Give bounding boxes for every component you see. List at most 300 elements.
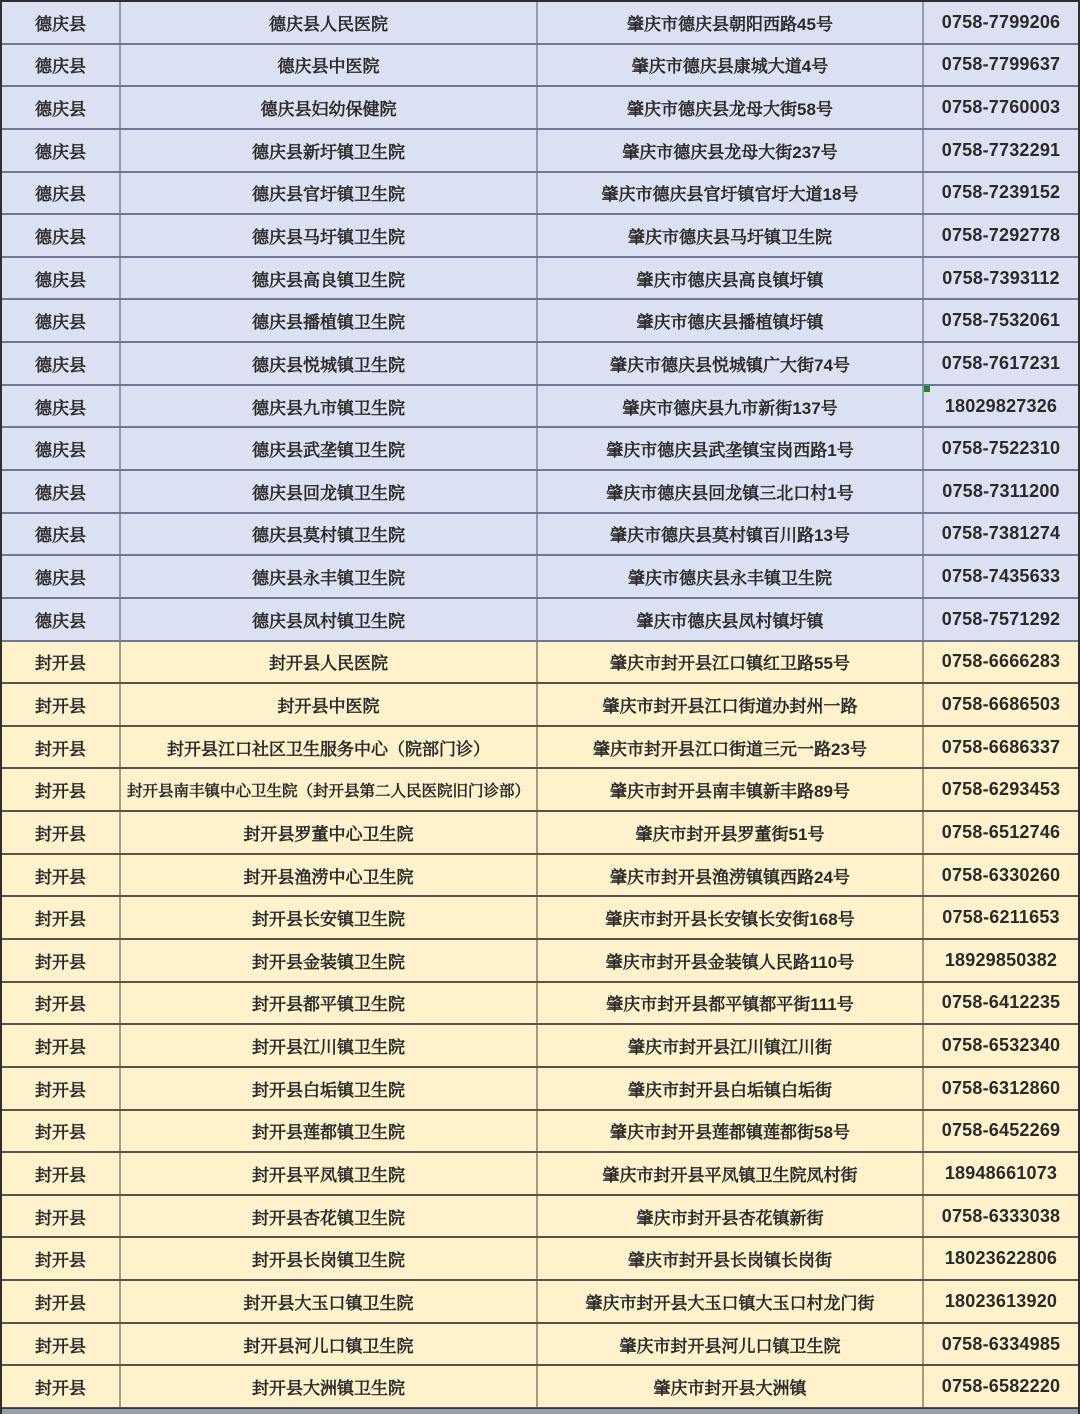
table-row	[2, 983, 1078, 1026]
county-cell-text: 封开县	[35, 1208, 86, 1228]
county-cell-text: 封开县	[35, 739, 86, 759]
county-cell-text: 封开县	[35, 1038, 86, 1058]
phone-cell	[924, 2, 1078, 43]
hospital-name-cell	[121, 727, 538, 768]
phone-cell	[924, 855, 1078, 896]
hospital-name-cell-text: 德庆县莫村镇卫生院	[252, 526, 405, 546]
phone-cell-text: 18023613920	[944, 1290, 1058, 1311]
address-cell-text: 肇庆市德庆县高良镇圩镇	[636, 270, 824, 290]
hospital-name-cell	[121, 769, 538, 810]
county-cell-text: 封开县	[35, 1293, 86, 1313]
phone-cell-text: 18029827326	[944, 395, 1058, 416]
address-cell	[538, 1111, 924, 1152]
address-cell	[538, 1324, 924, 1365]
county-cell	[2, 1196, 121, 1237]
hospital-name-cell-text: 德庆县武垄镇卫生院	[252, 441, 405, 461]
county-cell	[2, 769, 121, 810]
address-cell	[538, 343, 924, 384]
county-cell	[2, 1153, 121, 1194]
address-cell-text: 肇庆市封开县平凤镇卫生院凤村街	[602, 1165, 858, 1185]
county-cell	[2, 855, 121, 896]
phone-cell-text: 0758-6333038	[941, 1205, 1061, 1226]
table-row	[2, 2, 1078, 45]
county-cell	[2, 1025, 121, 1066]
county-cell	[2, 556, 121, 597]
hospital-name-cell	[121, 45, 538, 86]
address-cell-text: 肇庆市封开县罗董街51号	[635, 824, 825, 844]
hospital-name-cell	[121, 684, 538, 725]
address-cell-text: 肇庆市德庆县龙母大街237号	[622, 142, 838, 162]
county-cell-text: 封开县	[35, 910, 86, 930]
table-row	[2, 769, 1078, 812]
county-cell	[2, 983, 121, 1024]
hospital-name-cell	[121, 1153, 538, 1194]
phone-cell	[924, 1366, 1078, 1407]
hospital-name-cell-text: 德庆县高良镇卫生院	[252, 270, 405, 290]
county-cell	[2, 471, 121, 512]
address-cell	[538, 1025, 924, 1066]
hospital-name-cell	[121, 983, 538, 1024]
county-cell-text: 封开县	[35, 867, 86, 887]
address-cell	[538, 258, 924, 299]
phone-cell-text: 0758-6334985	[941, 1333, 1061, 1354]
hospital-name-cell-text: 封开县金装镇卫生院	[252, 952, 405, 972]
address-cell	[538, 1238, 924, 1279]
county-cell	[2, 2, 121, 43]
phone-cell-text: 0758-6686337	[941, 736, 1061, 757]
address-cell-text: 肇庆市封开县南丰镇新丰路89号	[610, 782, 850, 802]
county-cell	[2, 1366, 121, 1407]
county-cell	[2, 87, 121, 128]
hospital-name-cell-text: 封开县杏花镇卫生院	[252, 1208, 405, 1228]
county-cell	[2, 727, 121, 768]
phone-cell	[924, 812, 1078, 853]
county-cell-text: 德庆县	[35, 526, 86, 546]
phone-cell-text: 0758-7311200	[942, 480, 1060, 501]
address-cell	[538, 514, 924, 555]
table-row	[2, 87, 1078, 130]
hospital-name-cell-text: 封开县人民医院	[269, 654, 388, 674]
phone-cell	[924, 300, 1078, 341]
county-cell	[2, 1281, 121, 1322]
table-row	[2, 1281, 1078, 1324]
phone-cell	[924, 471, 1078, 512]
county-cell	[2, 1238, 121, 1279]
hospital-name-cell	[121, 940, 538, 981]
county-cell	[2, 258, 121, 299]
address-cell	[538, 769, 924, 810]
county-cell-text: 封开县	[35, 995, 86, 1015]
address-cell	[538, 642, 924, 683]
hospital-name-cell-text: 德庆县九市镇卫生院	[252, 398, 405, 418]
county-cell	[2, 599, 121, 640]
county-cell-text: 德庆县	[35, 313, 86, 333]
hospital-name-cell	[121, 1324, 538, 1365]
hospital-name-cell	[121, 471, 538, 512]
county-cell	[2, 897, 121, 938]
hospital-name-cell-text: 封开县长安镇卫生院	[252, 910, 405, 930]
hospital-name-cell-text: 封开县南丰镇中心卫生院（封开县第二人民医院旧门诊部）	[126, 782, 530, 800]
address-cell-text: 肇庆市德庆县莫村镇百川路13号	[610, 526, 850, 546]
county-cell	[2, 684, 121, 725]
address-cell-text: 肇庆市封开县长安镇长安街168号	[605, 910, 855, 930]
hospital-name-cell-text: 封开县平凤镇卫生院	[252, 1165, 405, 1185]
phone-cell-text: 0758-7571292	[941, 608, 1061, 629]
phone-cell-text: 0758-7435633	[941, 566, 1061, 587]
county-cell-text: 封开县	[35, 1123, 86, 1143]
address-cell-text: 肇庆市德庆县悦城镇广大街74号	[610, 355, 850, 375]
address-cell	[538, 173, 924, 214]
table-row	[2, 130, 1078, 173]
county-cell	[2, 173, 121, 214]
hospital-name-cell-text: 德庆县凤村镇卫生院	[252, 611, 405, 631]
address-cell	[538, 45, 924, 86]
address-cell	[538, 684, 924, 725]
county-cell-text: 德庆县	[35, 14, 86, 34]
phone-cell	[924, 769, 1078, 810]
address-cell-text: 肇庆市封开县长岗镇长岗街	[628, 1251, 832, 1271]
county-cell-text: 德庆县	[35, 185, 86, 205]
table-row	[2, 1153, 1078, 1196]
address-cell	[538, 812, 924, 853]
phone-cell	[924, 215, 1078, 256]
phone-cell-text: 18929850382	[944, 949, 1058, 970]
hospital-name-cell	[121, 556, 538, 597]
hospital-name-cell	[121, 1366, 538, 1407]
county-cell-text: 德庆县	[35, 270, 86, 290]
address-cell-text: 肇庆市封开县河儿口镇卫生院	[619, 1336, 841, 1356]
county-cell	[2, 428, 121, 469]
phone-cell	[924, 983, 1078, 1024]
address-cell	[538, 215, 924, 256]
address-cell	[538, 300, 924, 341]
address-cell	[538, 897, 924, 938]
phone-cell-text: 0758-7393112	[942, 267, 1060, 288]
county-cell-text: 德庆县	[35, 483, 86, 503]
table-row	[2, 428, 1078, 471]
hospital-name-cell-text: 德庆县新圩镇卫生院	[252, 142, 405, 162]
hospital-name-cell	[121, 87, 538, 128]
hospital-name-cell	[121, 897, 538, 938]
address-cell	[538, 556, 924, 597]
hospital-name-cell-text: 德庆县中医院	[277, 57, 380, 77]
county-cell-text: 德庆县	[35, 441, 86, 461]
county-cell	[2, 300, 121, 341]
hospital-name-cell	[121, 855, 538, 896]
hospital-name-cell	[121, 812, 538, 853]
address-cell	[538, 940, 924, 981]
table-row	[2, 684, 1078, 727]
phone-cell-text: 0758-7239152	[941, 182, 1061, 203]
county-cell-text: 德庆县	[35, 611, 86, 631]
hospital-name-cell-text: 德庆县回龙镇卫生院	[252, 483, 405, 503]
table-row	[2, 1324, 1078, 1367]
county-cell	[2, 1324, 121, 1365]
address-cell	[538, 87, 924, 128]
phone-cell	[924, 386, 1078, 427]
address-cell	[538, 1068, 924, 1109]
hospital-name-cell-text: 封开县罗董中心卫生院	[243, 824, 414, 844]
phone-cell-text: 0758-6412235	[941, 992, 1061, 1013]
county-cell-text: 封开县	[35, 1251, 86, 1271]
hospital-name-cell-text: 封开县河儿口镇卫生院	[243, 1336, 414, 1356]
hospital-name-cell-text: 德庆县播植镇卫生院	[252, 313, 405, 333]
hospital-table	[2, 2, 1078, 1409]
phone-cell	[924, 343, 1078, 384]
table-row	[2, 1196, 1078, 1239]
address-cell-text: 肇庆市德庆县官圩镇官圩大道18号	[601, 185, 859, 205]
address-cell-text: 肇庆市封开县江口镇红卫路55号	[610, 654, 850, 674]
county-cell	[2, 130, 121, 171]
phone-cell-text: 0758-6582220	[941, 1376, 1061, 1397]
address-cell	[538, 1281, 924, 1322]
phone-cell	[924, 940, 1078, 981]
address-cell	[538, 727, 924, 768]
county-cell-text: 封开县	[35, 654, 86, 674]
hospital-name-cell-text: 封开县中医院	[277, 696, 380, 716]
phone-cell-text: 0758-6532340	[941, 1035, 1061, 1056]
table-row	[2, 1068, 1078, 1111]
phone-cell	[924, 1068, 1078, 1109]
phone-cell	[924, 1111, 1078, 1152]
county-cell-text: 德庆县	[35, 569, 86, 589]
phone-cell-text: 0758-6312860	[941, 1077, 1061, 1098]
table-row	[2, 642, 1078, 685]
table-row	[2, 386, 1078, 429]
table-row	[2, 343, 1078, 386]
hospital-name-cell-text: 封开县渔涝中心卫生院	[243, 867, 414, 887]
address-cell-text: 肇庆市德庆县龙母大街58号	[627, 100, 833, 120]
address-cell	[538, 1153, 924, 1194]
phone-cell-text: 18948661073	[944, 1162, 1058, 1183]
table-row	[2, 812, 1078, 855]
hospital-name-cell	[121, 1238, 538, 1279]
phone-cell	[924, 1153, 1078, 1194]
address-cell-text: 肇庆市德庆县九市新街137号	[622, 398, 838, 418]
table-row	[2, 173, 1078, 216]
phone-cell-text: 0758-7799637	[941, 54, 1061, 75]
address-cell	[538, 1196, 924, 1237]
phone-cell	[924, 258, 1078, 299]
hospital-name-cell-text: 德庆县马圩镇卫生院	[252, 227, 405, 247]
address-cell-text: 肇庆市封开县金装镇人民路110号	[605, 952, 855, 972]
county-cell-text: 德庆县	[35, 398, 86, 418]
hospital-name-cell-text: 德庆县悦城镇卫生院	[252, 355, 405, 375]
address-cell	[538, 855, 924, 896]
phone-cell-text: 0758-7381274	[941, 523, 1061, 544]
phone-cell	[924, 1324, 1078, 1365]
county-cell	[2, 343, 121, 384]
table-row	[2, 1025, 1078, 1068]
address-cell-text: 肇庆市封开县大玉口镇大玉口村龙门街	[585, 1293, 875, 1313]
phone-cell	[924, 428, 1078, 469]
phone-cell	[924, 1281, 1078, 1322]
phone-cell	[924, 727, 1078, 768]
county-cell-text: 德庆县	[35, 355, 86, 375]
address-cell-text: 肇庆市德庆县朝阳西路45号	[627, 14, 833, 34]
address-cell	[538, 130, 924, 171]
hospital-name-cell-text: 德庆县妇幼保健院	[260, 100, 397, 120]
phone-cell-text: 0758-6686503	[941, 693, 1061, 714]
address-cell-text: 肇庆市封开县大洲镇	[653, 1379, 807, 1399]
hospital-name-cell	[121, 1281, 538, 1322]
county-cell	[2, 386, 121, 427]
phone-cell-text: 0758-7799206	[941, 11, 1061, 32]
hospital-name-cell	[121, 1068, 538, 1109]
table-row	[2, 940, 1078, 983]
hospital-name-cell	[121, 1025, 538, 1066]
table-row	[2, 1238, 1078, 1281]
county-cell-text: 德庆县	[35, 57, 86, 77]
county-cell-text: 封开县	[35, 1336, 86, 1356]
hospital-name-cell	[121, 343, 538, 384]
green-corner-flag	[924, 386, 930, 392]
hospital-name-cell	[121, 300, 538, 341]
phone-cell-text: 0758-7617231	[941, 352, 1061, 373]
county-cell-text: 封开县	[35, 696, 86, 716]
address-cell-text: 肇庆市德庆县凤村镇圩镇	[636, 611, 824, 631]
phone-cell-text: 18023622806	[944, 1248, 1058, 1269]
hospital-name-cell	[121, 258, 538, 299]
table-row	[2, 1111, 1078, 1154]
phone-cell	[924, 45, 1078, 86]
county-cell	[2, 642, 121, 683]
county-cell	[2, 940, 121, 981]
county-cell-text: 封开县	[35, 1379, 86, 1399]
phone-cell	[924, 642, 1078, 683]
address-cell-text: 肇庆市封开县莲都镇莲都街58号	[610, 1123, 850, 1143]
county-cell-text: 封开县	[35, 782, 86, 802]
county-cell-text: 封开县	[35, 952, 86, 972]
phone-cell-text: 0758-6293453	[941, 779, 1061, 800]
hospital-name-cell	[121, 514, 538, 555]
address-cell-text: 肇庆市封开县江口街道办封州一路	[602, 696, 858, 716]
phone-cell	[924, 1238, 1078, 1279]
address-cell-text: 肇庆市德庆县马圩镇卫生院	[628, 227, 832, 247]
county-cell	[2, 215, 121, 256]
phone-cell	[924, 599, 1078, 640]
table-row	[2, 471, 1078, 514]
phone-cell	[924, 1025, 1078, 1066]
county-cell-text: 德庆县	[35, 100, 86, 120]
table-row	[2, 514, 1078, 557]
county-cell-text: 德庆县	[35, 142, 86, 162]
hospital-name-cell-text: 封开县都平镇卫生院	[252, 995, 405, 1015]
phone-cell	[924, 897, 1078, 938]
table-row	[2, 897, 1078, 940]
county-cell-text: 封开县	[35, 1165, 86, 1185]
table-row	[2, 45, 1078, 88]
hospital-name-cell-text: 德庆县官圩镇卫生院	[252, 185, 405, 205]
phone-cell-text: 0758-7760003	[941, 97, 1061, 118]
phone-cell	[924, 130, 1078, 171]
phone-cell-text: 0758-7522310	[941, 438, 1061, 459]
phone-cell	[924, 514, 1078, 555]
hospital-name-cell	[121, 130, 538, 171]
hospital-name-cell-text: 封开县白垢镇卫生院	[252, 1080, 405, 1100]
hospital-name-cell	[121, 386, 538, 427]
table-row	[2, 1366, 1078, 1409]
county-cell	[2, 812, 121, 853]
bottom-edge-strip	[2, 1408, 1078, 1414]
county-cell	[2, 1068, 121, 1109]
hospital-name-cell	[121, 2, 538, 43]
hospital-name-cell	[121, 173, 538, 214]
phone-cell-text: 0758-6452269	[941, 1120, 1061, 1141]
hospital-name-cell	[121, 428, 538, 469]
address-cell-text: 肇庆市德庆县康城大道4号	[631, 57, 829, 77]
hospital-name-cell	[121, 599, 538, 640]
phone-cell-text: 0758-7732291	[941, 139, 1061, 160]
hospital-name-cell-text: 封开县莲都镇卫生院	[252, 1123, 405, 1143]
address-cell-text: 肇庆市德庆县播植镇圩镇	[636, 313, 824, 333]
phone-cell-text: 0758-6211653	[942, 907, 1060, 928]
county-cell-text: 封开县	[35, 1080, 86, 1100]
hospital-name-cell-text: 封开县大玉口镇卫生院	[243, 1293, 414, 1313]
hospital-name-cell	[121, 1111, 538, 1152]
hospital-name-cell	[121, 215, 538, 256]
hospital-name-cell-text: 封开县江口社区卫生服务中心（院部门诊）	[167, 739, 490, 759]
address-cell-text: 肇庆市封开县都平镇都平街111号	[606, 995, 854, 1015]
table-row	[2, 215, 1078, 258]
address-cell-text: 肇庆市封开县渔涝镇镇西路24号	[610, 867, 850, 887]
hospital-name-cell	[121, 1196, 538, 1237]
county-cell	[2, 45, 121, 86]
address-cell	[538, 386, 924, 427]
table-row	[2, 556, 1078, 599]
address-cell-text: 肇庆市德庆县回龙镇三北口村1号	[606, 483, 854, 503]
address-cell-text: 肇庆市德庆县武垄镇宝岗西路1号	[606, 441, 854, 461]
phone-cell-text: 0758-6666283	[941, 651, 1061, 672]
phone-cell-text: 0758-6330260	[941, 864, 1061, 885]
hospital-name-cell-text: 封开县大洲镇卫生院	[252, 1379, 405, 1399]
phone-cell	[924, 87, 1078, 128]
address-cell	[538, 428, 924, 469]
table-row	[2, 258, 1078, 301]
hospital-name-cell-text: 封开县江川镇卫生院	[252, 1038, 405, 1058]
phone-cell-text: 0758-6512746	[941, 821, 1061, 842]
county-cell-text: 封开县	[35, 824, 86, 844]
address-cell-text: 肇庆市封开县江口街道三元一路23号	[593, 739, 867, 759]
table-row	[2, 855, 1078, 898]
county-cell	[2, 1111, 121, 1152]
address-cell	[538, 1366, 924, 1407]
address-cell	[538, 471, 924, 512]
hospital-name-cell-text: 封开县长岗镇卫生院	[252, 1251, 405, 1271]
phone-cell	[924, 684, 1078, 725]
hospital-name-cell-text: 德庆县永丰镇卫生院	[252, 569, 405, 589]
address-cell	[538, 983, 924, 1024]
table-row	[2, 727, 1078, 770]
hospital-name-cell	[121, 642, 538, 683]
phone-cell	[924, 173, 1078, 214]
address-cell-text: 肇庆市封开县江川镇江川街	[628, 1038, 832, 1058]
phone-cell	[924, 1196, 1078, 1237]
address-cell-text: 肇庆市德庆县永丰镇卫生院	[628, 569, 832, 589]
address-cell	[538, 599, 924, 640]
table-row	[2, 599, 1078, 642]
phone-cell-text: 0758-7532061	[941, 310, 1061, 331]
phone-cell	[924, 556, 1078, 597]
phone-cell-text: 0758-7292778	[941, 224, 1061, 245]
address-cell-text: 肇庆市封开县杏花镇新街	[636, 1208, 824, 1228]
table-row	[2, 300, 1078, 343]
county-cell	[2, 514, 121, 555]
hospital-name-cell-text: 德庆县人民医院	[269, 14, 388, 34]
county-cell-text: 德庆县	[35, 227, 86, 247]
address-cell	[538, 2, 924, 43]
address-cell-text: 肇庆市封开县白垢镇白垢街	[628, 1080, 832, 1100]
